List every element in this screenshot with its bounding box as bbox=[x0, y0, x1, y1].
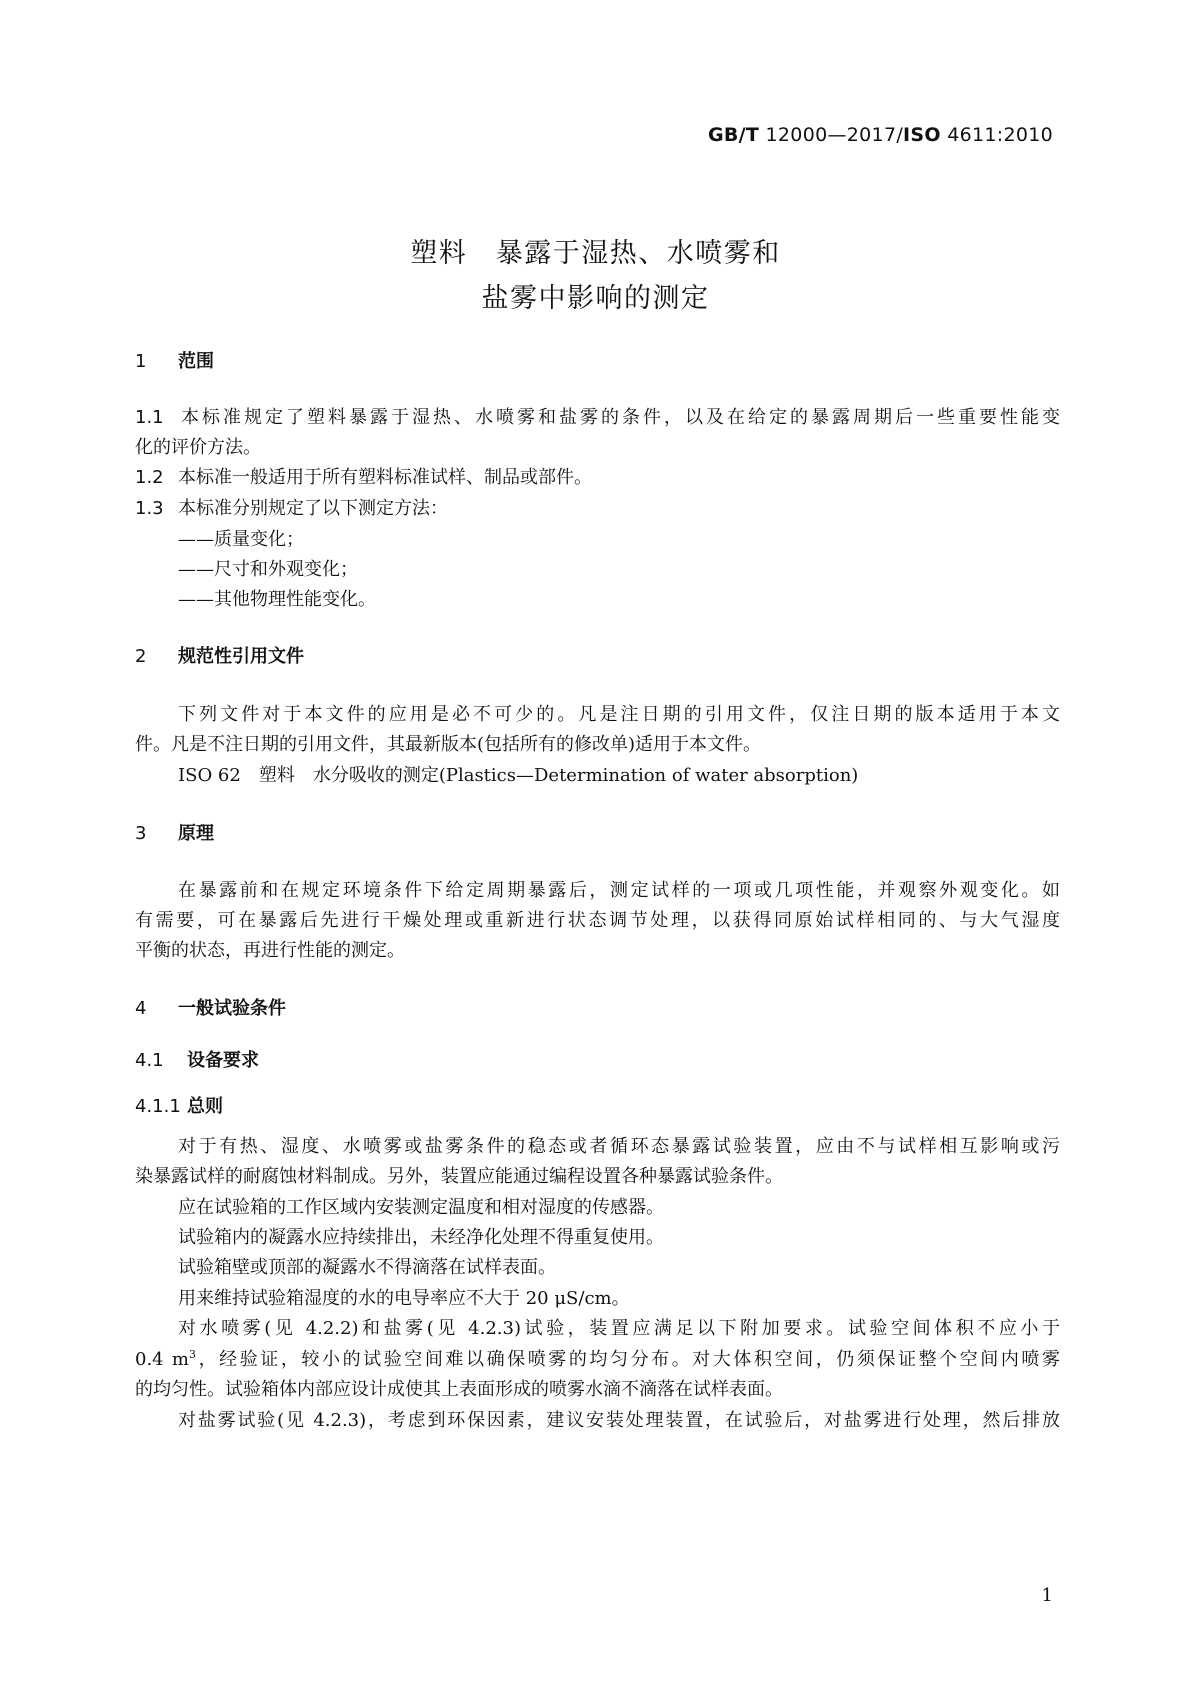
general-paragraph-6-line-2 bbox=[135, 1345, 1060, 1371]
standard-iso-code: ISO bbox=[903, 124, 941, 146]
clause-1-2 bbox=[135, 463, 1060, 489]
document-title-line-1: 塑料 暴露于湿热、水喷雾和 bbox=[410, 238, 781, 269]
clause-number: 1.2 bbox=[135, 467, 164, 488]
standard-iso-number: 4611:2010 bbox=[947, 124, 1053, 146]
clause-text: 本标准一般适用于所有塑料标准试样、制品或部件。 bbox=[178, 467, 592, 488]
superscript: 3 bbox=[189, 1348, 196, 1361]
clause-number: 1.3 bbox=[135, 498, 164, 519]
section-1-heading bbox=[135, 347, 214, 373]
clause-1-1-line-2: 化的评价方法。 bbox=[135, 437, 261, 458]
section-2-paragraph-line-1: 下列文件对于本文件的应用是必不可少的。凡是注日期的引用文件，仅注日期的版本适用于本文 bbox=[178, 704, 1060, 725]
section-4-heading bbox=[135, 994, 286, 1020]
section-title: 设备要求 bbox=[187, 1050, 259, 1071]
general-paragraph-5: 用来维持试验箱湿度的水的电导率应不大于 20 μS/cm。 bbox=[178, 1288, 630, 1309]
clause-number: 1.1 bbox=[135, 407, 164, 428]
list-item: ——质量变化； bbox=[178, 529, 304, 550]
section-title: 规范性引用文件 bbox=[178, 646, 304, 667]
section-number: 4 bbox=[135, 998, 147, 1019]
section-3-paragraph-line-3: 平衡的状态，再进行性能的测定。 bbox=[135, 940, 405, 961]
general-paragraph-1-line-2: 染暴露试样的耐腐蚀材料制成。另外，装置应能通过编程设置各种暴露试验条件。 bbox=[135, 1166, 783, 1187]
standard-gb-code: GB/T bbox=[708, 124, 760, 146]
document-title-line-2: 盐雾中影响的测定 bbox=[481, 283, 710, 314]
section-2-heading bbox=[135, 642, 304, 668]
general-paragraph-7: 对盐雾试验(见 4.2.3)，考虑到环保因素，建议安装处理装置，在试验后，对盐雾进行处理，然后排放 bbox=[178, 1410, 1060, 1431]
general-paragraph-1-line-1: 对于有热、湿度、水喷雾或盐雾条件的稳态或者循环态暴露试验装置，应由不与试样相互影响或污 bbox=[178, 1136, 1060, 1157]
general-paragraph-6-line-3: 的均匀性。试验箱体内部应设计成使其上表面形成的喷雾水滴不滴落在试样表面。 bbox=[135, 1379, 783, 1400]
page-number: 1 bbox=[1041, 1585, 1053, 1606]
section-title: 总则 bbox=[187, 1096, 223, 1117]
section-number: 2 bbox=[135, 646, 147, 667]
section-3-paragraph-line-1: 在暴露前和在规定环境条件下给定周期暴露后，测定试样的一项或几项性能，并观察外观变化。如 bbox=[178, 880, 1060, 901]
clause-text: 本标准分别规定了以下测定方法： bbox=[178, 498, 448, 519]
section-number: 4.1 bbox=[135, 1050, 164, 1071]
section-4-1-1-heading bbox=[135, 1092, 223, 1118]
volume-value: 0.4 m bbox=[135, 1349, 189, 1370]
normative-reference: ISO 62 塑料 水分吸收的测定(Plastics—Determination of water absorption) bbox=[178, 765, 859, 786]
section-3-paragraph-line-2: 有需要，可在暴露后先进行干燥处理或重新进行状态调节处理，以获得同原始试样相同的、与大气湿度 bbox=[135, 910, 1060, 931]
standard-gb-number: 12000—2017/ bbox=[765, 124, 904, 146]
general-paragraph-3: 试验箱内的凝露水应持续排出，未经净化处理不得重复使用。 bbox=[178, 1227, 664, 1248]
list-item: ——其他物理性能变化。 bbox=[178, 589, 376, 610]
general-paragraph-2: 应在试验箱的工作区域内安装测定温度和相对湿度的传感器。 bbox=[178, 1197, 664, 1218]
section-4-1-heading bbox=[135, 1046, 259, 1072]
clause-text: 本标准规定了塑料暴露于湿热、水喷雾和盐雾的条件，以及在给定的暴露周期后一些重要性能变 bbox=[178, 407, 1060, 428]
clause-1-3 bbox=[135, 494, 1060, 520]
section-title: 范围 bbox=[178, 351, 214, 372]
section-number: 1 bbox=[135, 351, 147, 372]
list-item: ——尺寸和外观变化； bbox=[178, 559, 358, 580]
section-2-paragraph-line-2: 件。凡是不注日期的引用文件，其最新版本(包括所有的修改单)适用于本文件。 bbox=[135, 734, 762, 755]
section-number: 3 bbox=[135, 823, 147, 844]
clause-1-1-line-1 bbox=[135, 403, 1060, 429]
general-paragraph-6-line-1: 对水喷雾(见 4.2.2)和盐雾(见 4.2.3)试验，装置应满足以下附加要求。试验空间体积不应小于 bbox=[178, 1318, 1060, 1339]
section-3-heading bbox=[135, 819, 214, 845]
general-paragraph-4: 试验箱壁或顶部的凝露水不得滴落在试样表面。 bbox=[178, 1257, 556, 1278]
paragraph-text: ，经验证，较小的试验空间难以确保喷雾的均匀分布。对大体积空间，仍须保证整个空间内喷雾 bbox=[196, 1349, 1061, 1370]
standard-number bbox=[708, 124, 1053, 146]
section-title: 原理 bbox=[178, 823, 214, 844]
section-number: 4.1.1 bbox=[135, 1096, 181, 1117]
section-title: 一般试验条件 bbox=[178, 998, 286, 1019]
